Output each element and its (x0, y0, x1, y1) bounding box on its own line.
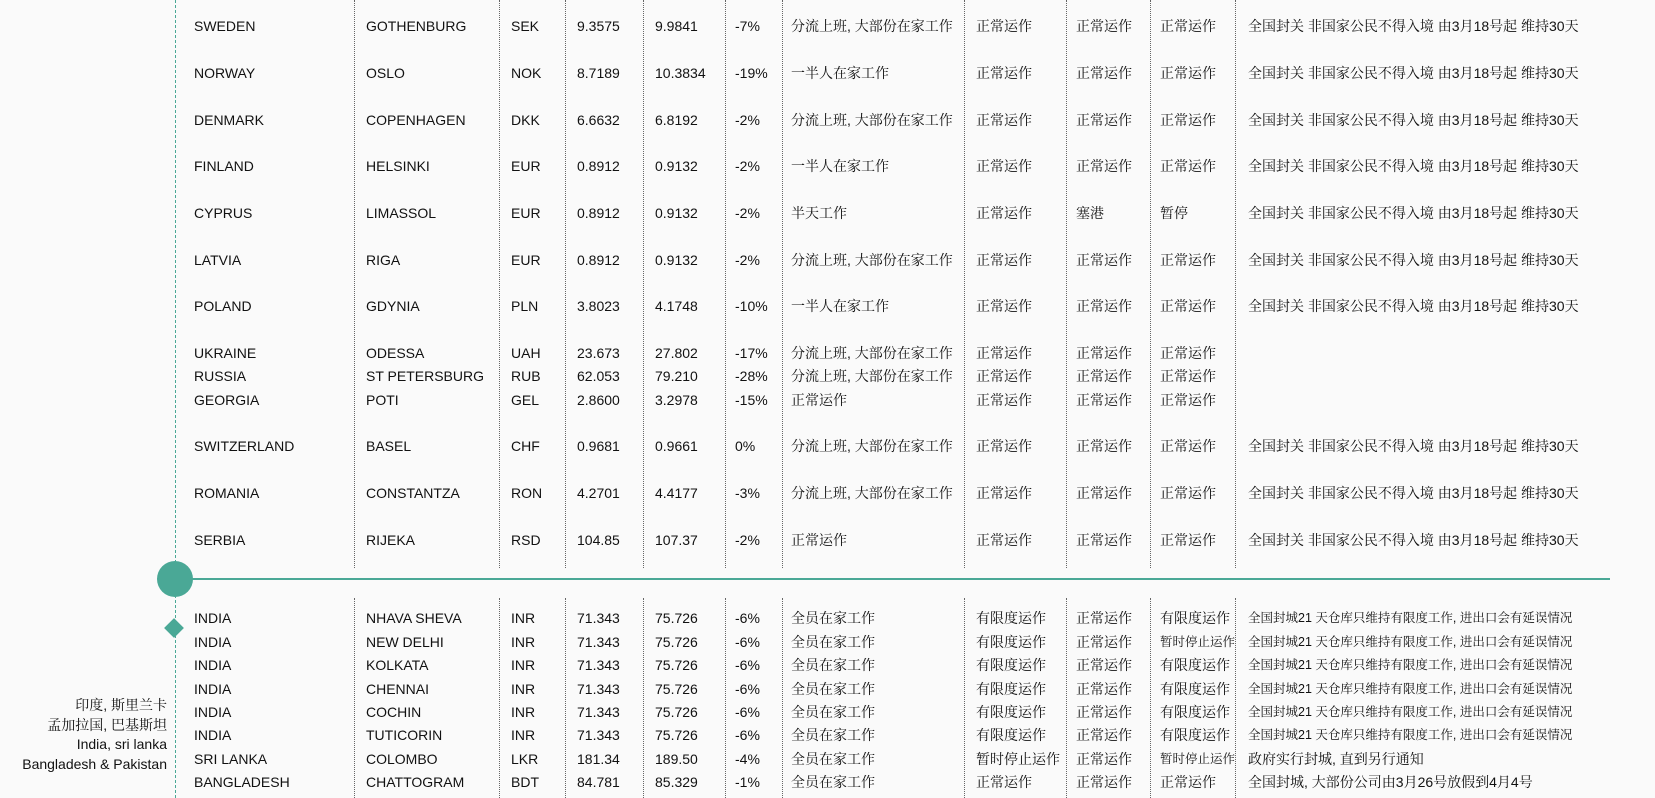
column-separator (1150, 0, 1151, 568)
cell-s1: 有限度运作 (976, 634, 1046, 650)
cell-policy: 全国封关 非国家公民不得入境 由3月18号起 维持30天 (1248, 532, 1579, 548)
cell-s2: 正常运作 (1076, 345, 1132, 361)
cell-s3: 暂停 (1160, 205, 1188, 221)
cell-country: SERBIA (194, 532, 246, 548)
cell-policy: 全国封关 非国家公民不得入境 由3月18号起 维持30天 (1248, 112, 1579, 128)
cell-s2: 正常运作 (1076, 112, 1132, 128)
cell-change: -7% (735, 18, 760, 34)
cell-s3: 正常运作 (1160, 252, 1216, 268)
cell-rate2: 79.210 (655, 368, 698, 384)
cell-s1: 正常运作 (976, 532, 1032, 548)
column-separator (643, 598, 644, 798)
column-separator (565, 0, 566, 568)
cell-country: POLAND (194, 298, 252, 314)
cell-country: INDIA (194, 610, 232, 626)
cell-port: BASEL (366, 438, 412, 454)
cell-policy: 全国封关 非国家公民不得入境 由3月18号起 维持30天 (1248, 205, 1579, 221)
cell-rate1: 8.7189 (577, 65, 620, 81)
column-separator (1235, 598, 1236, 798)
cell-s3: 正常运作 (1160, 18, 1216, 34)
column-separator (565, 598, 566, 798)
cell-currency: RON (511, 485, 543, 501)
cell-currency: RUB (511, 368, 541, 384)
cell-rate1: 4.2701 (577, 485, 620, 501)
cell-office: 全员在家工作 (791, 657, 875, 673)
cell-currency: NOK (511, 65, 542, 81)
cell-s3: 有限度运作 (1160, 657, 1230, 673)
cell-rate1: 0.9681 (577, 438, 620, 454)
cell-rate2: 0.9661 (655, 438, 698, 454)
cell-change: -3% (735, 485, 760, 501)
cell-office: 分流上班, 大部份在家工作 (791, 438, 953, 454)
cell-rate2: 4.4177 (655, 485, 698, 501)
cell-policy: 全国封城21 天仓库只维持有限度工作, 进出口会有延误情况 (1248, 611, 1573, 625)
cell-rate1: 84.781 (577, 774, 620, 790)
cell-policy: 全国封关 非国家公民不得入境 由3月18号起 维持30天 (1248, 65, 1579, 81)
cell-country: GEORGIA (194, 392, 260, 408)
cell-rate1: 71.343 (577, 727, 620, 743)
cell-currency: GEL (511, 392, 540, 408)
cell-s2: 正常运作 (1076, 65, 1132, 81)
cell-rate2: 75.726 (655, 610, 698, 626)
cell-change: -6% (735, 610, 760, 626)
timeline-node (157, 561, 193, 597)
column-separator (964, 0, 965, 568)
cell-port: RIGA (366, 252, 401, 268)
column-separator (354, 598, 355, 798)
cell-s3: 正常运作 (1160, 774, 1216, 790)
cell-s1: 正常运作 (976, 485, 1032, 501)
cell-port: CONSTANTZA (366, 485, 460, 501)
cell-office: 一半人在家工作 (791, 158, 889, 174)
cell-office: 分流上班, 大部份在家工作 (791, 368, 953, 384)
cell-change: -2% (735, 112, 760, 128)
cell-s3: 正常运作 (1160, 345, 1216, 361)
cell-policy: 全国封城, 大部份公司由3月26号放假到4月4号 (1248, 774, 1533, 790)
cell-policy: 全国封城21 天仓库只维持有限度工作, 进出口会有延误情况 (1248, 705, 1573, 719)
cell-office: 全员在家工作 (791, 681, 875, 697)
cell-rate1: 0.8912 (577, 205, 620, 221)
cell-port: CHENNAI (366, 681, 430, 697)
cell-s3: 正常运作 (1160, 158, 1216, 174)
cell-rate2: 4.1748 (655, 298, 698, 314)
cell-rate2: 0.9132 (655, 158, 698, 174)
cell-rate1: 9.3575 (577, 18, 620, 34)
timeline-vertical-line (175, 0, 176, 798)
cell-port: OSLO (366, 65, 405, 81)
cell-currency: BDT (511, 774, 539, 790)
region-label-line: 印度, 斯里兰卡 (75, 697, 167, 713)
cell-change: -1% (735, 774, 760, 790)
cell-port: COLOMBO (366, 751, 438, 767)
cell-country: UKRAINE (194, 345, 257, 361)
cell-office: 全员在家工作 (791, 774, 875, 790)
cell-office: 半天工作 (791, 205, 847, 221)
cell-policy: 全国封城21 天仓库只维持有限度工作, 进出口会有延误情况 (1248, 728, 1573, 742)
section-divider (175, 578, 1610, 580)
cell-change: -2% (735, 205, 760, 221)
cell-rate2: 75.726 (655, 727, 698, 743)
cell-rate2: 10.3834 (655, 65, 706, 81)
cell-currency: INR (511, 657, 536, 673)
cell-currency: INR (511, 681, 536, 697)
cell-change: -6% (735, 634, 760, 650)
cell-country: ROMANIA (194, 485, 260, 501)
cell-policy: 全国封城21 天仓库只维持有限度工作, 进出口会有延误情况 (1248, 682, 1573, 696)
cell-rate2: 75.726 (655, 634, 698, 650)
cell-s3: 正常运作 (1160, 438, 1216, 454)
column-separator (499, 0, 500, 568)
cell-s3: 暂时停止运作 (1160, 752, 1236, 766)
cell-policy: 全国封城21 天仓库只维持有限度工作, 进出口会有延误情况 (1248, 658, 1573, 672)
cell-change: -6% (735, 681, 760, 697)
cell-rate2: 3.2978 (655, 392, 698, 408)
cell-s1: 有限度运作 (976, 727, 1046, 743)
column-separator (725, 598, 726, 798)
cell-s2: 正常运作 (1076, 252, 1132, 268)
cell-s2: 正常运作 (1076, 368, 1132, 384)
cell-s3: 正常运作 (1160, 532, 1216, 548)
cell-s3: 有限度运作 (1160, 704, 1230, 720)
cell-currency: LKR (511, 751, 539, 767)
cell-office: 分流上班, 大部份在家工作 (791, 345, 953, 361)
cell-policy: 全国封关 非国家公民不得入境 由3月18号起 维持30天 (1248, 158, 1579, 174)
cell-port: NEW DELHI (366, 634, 444, 650)
cell-change: -2% (735, 532, 760, 548)
column-separator (1150, 598, 1151, 798)
cell-port: COCHIN (366, 704, 422, 720)
cell-currency: EUR (511, 158, 541, 174)
cell-s2: 正常运作 (1076, 392, 1132, 408)
cell-office: 全员在家工作 (791, 727, 875, 743)
cell-s1: 正常运作 (976, 252, 1032, 268)
cell-port: GDYNIA (366, 298, 420, 314)
cell-currency: SEK (511, 18, 540, 34)
cell-country: INDIA (194, 704, 232, 720)
cell-s2: 正常运作 (1076, 610, 1132, 626)
cell-office: 正常运作 (791, 392, 847, 408)
cell-rate1: 3.8023 (577, 298, 620, 314)
cell-country: INDIA (194, 681, 232, 697)
cell-s2: 正常运作 (1076, 298, 1132, 314)
cell-rate1: 104.85 (577, 532, 620, 548)
cell-office: 分流上班, 大部份在家工作 (791, 252, 953, 268)
column-separator (782, 598, 783, 798)
cell-rate1: 181.34 (577, 751, 620, 767)
cell-s3: 正常运作 (1160, 368, 1216, 384)
cell-office: 全员在家工作 (791, 610, 875, 626)
cell-country: RUSSIA (194, 368, 247, 384)
cell-s3: 正常运作 (1160, 392, 1216, 408)
cell-country: BANGLADESH (194, 774, 290, 790)
column-separator (725, 0, 726, 568)
cell-country: INDIA (194, 634, 232, 650)
cell-change: -6% (735, 704, 760, 720)
cell-policy: 全国封城21 天仓库只维持有限度工作, 进出口会有延误情况 (1248, 635, 1573, 649)
cell-s1: 正常运作 (976, 158, 1032, 174)
cell-office: 全员在家工作 (791, 634, 875, 650)
region-label-line: India, sri lanka (76, 736, 167, 752)
cell-port: ODESSA (366, 345, 425, 361)
cell-policy: 全国封关 非国家公民不得入境 由3月18号起 维持30天 (1248, 18, 1579, 34)
cell-policy: 全国封关 非国家公民不得入境 由3月18号起 维持30天 (1248, 485, 1579, 501)
cell-rate1: 2.8600 (577, 392, 620, 408)
cell-change: -28% (735, 368, 768, 384)
cell-s1: 有限度运作 (976, 610, 1046, 626)
cell-port: GOTHENBURG (366, 18, 467, 34)
cell-currency: INR (511, 634, 536, 650)
cell-s3: 正常运作 (1160, 65, 1216, 81)
cell-rate1: 71.343 (577, 657, 620, 673)
cell-office: 正常运作 (791, 532, 847, 548)
cell-rate1: 71.343 (577, 704, 620, 720)
cell-rate1: 71.343 (577, 610, 620, 626)
cell-change: -6% (735, 727, 760, 743)
cell-s1: 正常运作 (976, 392, 1032, 408)
column-separator (1235, 0, 1236, 568)
cell-change: -17% (735, 345, 768, 361)
cell-s3: 有限度运作 (1160, 727, 1230, 743)
cell-country: CYPRUS (194, 205, 253, 221)
cell-currency: EUR (511, 205, 541, 221)
cell-country: LATVIA (194, 252, 242, 268)
cell-country: DENMARK (194, 112, 265, 128)
cell-s3: 正常运作 (1160, 485, 1216, 501)
cell-change: -19% (735, 65, 768, 81)
cell-s1: 有限度运作 (976, 704, 1046, 720)
cell-policy: 全国封关 非国家公民不得入境 由3月18号起 维持30天 (1248, 298, 1579, 314)
column-separator (643, 0, 644, 568)
cell-rate2: 107.37 (655, 532, 698, 548)
cell-s2: 正常运作 (1076, 751, 1132, 767)
cell-s1: 正常运作 (976, 298, 1032, 314)
cell-s1: 正常运作 (976, 438, 1032, 454)
cell-rate2: 9.9841 (655, 18, 698, 34)
timeline-diamond-marker (164, 618, 184, 638)
cell-rate1: 71.343 (577, 681, 620, 697)
cell-office: 一半人在家工作 (791, 65, 889, 81)
cell-office: 一半人在家工作 (791, 298, 889, 314)
cell-policy: 政府实行封城, 直到另行通知 (1248, 751, 1424, 767)
cell-s2: 正常运作 (1076, 485, 1132, 501)
cell-policy: 全国封关 非国家公民不得入境 由3月18号起 维持30天 (1248, 438, 1579, 454)
cell-currency: CHF (511, 438, 540, 454)
cell-currency: EUR (511, 252, 541, 268)
cell-change: -10% (735, 298, 768, 314)
cell-country: INDIA (194, 727, 232, 743)
cell-office: 分流上班, 大部份在家工作 (791, 112, 953, 128)
cell-port: ST PETERSBURG (366, 368, 484, 384)
cell-rate2: 75.726 (655, 704, 698, 720)
cell-currency: INR (511, 704, 536, 720)
column-separator (499, 598, 500, 798)
cell-policy: 全国封关 非国家公民不得入境 由3月18号起 维持30天 (1248, 252, 1579, 268)
cell-office: 分流上班, 大部份在家工作 (791, 485, 953, 501)
column-separator (1066, 0, 1067, 568)
cell-rate2: 6.8192 (655, 112, 698, 128)
cell-port: CHATTOGRAM (366, 774, 465, 790)
cell-port: POTI (366, 392, 399, 408)
cell-currency: RSD (511, 532, 541, 548)
cell-s2: 塞港 (1076, 205, 1104, 221)
cell-s1: 正常运作 (976, 65, 1032, 81)
cell-port: COPENHAGEN (366, 112, 466, 128)
cell-country: SRI LANKA (194, 751, 268, 767)
cell-change: -2% (735, 252, 760, 268)
cell-change: -4% (735, 751, 760, 767)
cell-s1: 暂时停止运作 (976, 751, 1060, 767)
cell-change: -2% (735, 158, 760, 174)
cell-s2: 正常运作 (1076, 657, 1132, 673)
column-separator (354, 0, 355, 568)
cell-country: SWITZERLAND (194, 438, 295, 454)
cell-s2: 正常运作 (1076, 532, 1132, 548)
cell-s3: 正常运作 (1160, 298, 1216, 314)
cell-rate1: 71.343 (577, 634, 620, 650)
cell-office: 分流上班, 大部份在家工作 (791, 18, 953, 34)
cell-s2: 正常运作 (1076, 438, 1132, 454)
cell-rate2: 85.329 (655, 774, 698, 790)
cell-port: TUTICORIN (366, 727, 443, 743)
cell-s3: 有限度运作 (1160, 610, 1230, 626)
cell-country: INDIA (194, 657, 232, 673)
cell-rate1: 23.673 (577, 345, 620, 361)
column-separator (1066, 598, 1067, 798)
cell-s1: 正常运作 (976, 18, 1032, 34)
cell-currency: INR (511, 727, 536, 743)
cell-port: NHAVA SHEVA (366, 610, 462, 626)
cell-change: -6% (735, 657, 760, 673)
cell-s1: 正常运作 (976, 774, 1032, 790)
cell-rate1: 6.6632 (577, 112, 620, 128)
cell-s3: 有限度运作 (1160, 681, 1230, 697)
cell-s1: 正常运作 (976, 345, 1032, 361)
cell-s2: 正常运作 (1076, 681, 1132, 697)
cell-change: -15% (735, 392, 768, 408)
cell-country: FINLAND (194, 158, 254, 174)
cell-s2: 正常运作 (1076, 18, 1132, 34)
cell-s2: 正常运作 (1076, 727, 1132, 743)
cell-rate1: 0.8912 (577, 158, 620, 174)
cell-s1: 正常运作 (976, 205, 1032, 221)
cell-s2: 正常运作 (1076, 634, 1132, 650)
cell-change: 0% (735, 438, 756, 454)
cell-port: LIMASSOL (366, 205, 437, 221)
column-separator (782, 0, 783, 568)
cell-s2: 正常运作 (1076, 158, 1132, 174)
cell-rate2: 0.9132 (655, 205, 698, 221)
cell-rate2: 75.726 (655, 681, 698, 697)
cell-s1: 正常运作 (976, 112, 1032, 128)
cell-office: 全员在家工作 (791, 751, 875, 767)
cell-currency: DKK (511, 112, 540, 128)
cell-currency: INR (511, 610, 536, 626)
cell-port: HELSINKI (366, 158, 430, 174)
cell-s1: 正常运作 (976, 368, 1032, 384)
cell-s2: 正常运作 (1076, 704, 1132, 720)
cell-s1: 有限度运作 (976, 657, 1046, 673)
cell-rate2: 189.50 (655, 751, 698, 767)
cell-s1: 有限度运作 (976, 681, 1046, 697)
cell-s3: 暂时停止运作 (1160, 635, 1236, 649)
column-separator (964, 598, 965, 798)
cell-rate2: 0.9132 (655, 252, 698, 268)
cell-rate1: 0.8912 (577, 252, 620, 268)
cell-rate1: 62.053 (577, 368, 620, 384)
cell-s2: 正常运作 (1076, 774, 1132, 790)
region-label-line: Bangladesh & Pakistan (22, 755, 167, 772)
region-label (22, 696, 167, 774)
cell-rate2: 27.802 (655, 345, 698, 361)
cell-currency: PLN (511, 298, 539, 314)
cell-currency: UAH (511, 345, 541, 361)
cell-rate2: 75.726 (655, 657, 698, 673)
region-label-line: 孟加拉国, 巴基斯坦 (47, 716, 167, 733)
cell-office: 全员在家工作 (791, 704, 875, 720)
cell-port: RIJEKA (366, 532, 416, 548)
cell-country: NORWAY (194, 65, 256, 81)
cell-s3: 正常运作 (1160, 112, 1216, 128)
cell-country: SWEDEN (194, 18, 256, 34)
cell-port: KOLKATA (366, 657, 429, 673)
